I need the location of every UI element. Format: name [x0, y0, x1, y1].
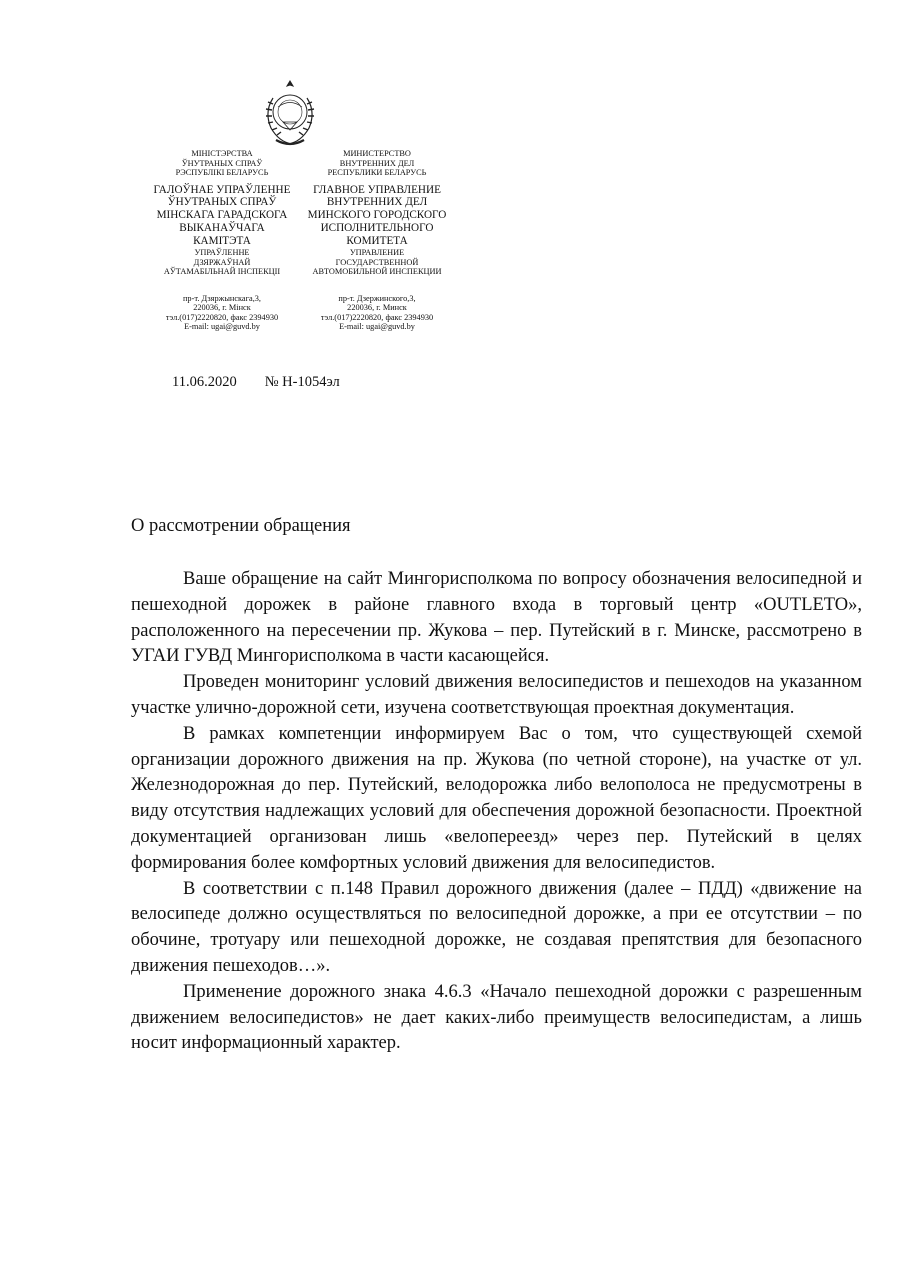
by-department-line: ЎНУТРАНЫХ СПРАЎ [167, 196, 277, 209]
by-contact-line: E-mail: ugai@guvd.by [184, 322, 260, 332]
ru-unit-line: ГОСУДАРСТВЕННОЙ [335, 257, 419, 267]
by-contact-line: тэл.(017)2220820, факс 2394930 [165, 312, 279, 322]
body-paragraph: В рамках компетенции информируем Вас о том, что существующей схемой организации дорожного движения на пр. Жукова (по четной стороне), на участке от ул. Железнодорожная до пер. Путейский, велодорожка либо велополоса не предусмотрены в виду отсутствия надлежащих условий для обеспечения дорожной безопасности. Проектной документацией организован лишь «велопереезд» через пер. Путейский в целях формирования более комфортных условий движения для велосипедистов. [131, 723, 862, 873]
by-unit-line: УПРАЎЛЕННЕ [194, 247, 250, 257]
document-subject: О рассмотрении обращения [131, 516, 351, 536]
ru-unit-line: УПРАВЛЕНИЕ [349, 247, 405, 257]
by-ministry-line: МІНІСТЭРСТВА [191, 149, 253, 158]
ru-ministry-line: РЕСПУБЛИКИ БЕЛАРУСЬ [327, 168, 427, 178]
by-contact-line: пр-т. Дзяржынскага,3, [182, 293, 261, 303]
by-department-line: КАМІТЭТА [193, 235, 251, 248]
body-paragraph: Проведен мониторинг условий движения велосипедистов и пешеходов на указанном участке улично-дорожной сети, изучена соответствующая проектная документация. [131, 672, 862, 718]
by-ministry-line: ЎНУТРАНЫХ СПРАЎ [181, 158, 263, 168]
ru-contact-line: тэл.(017)2220820, факс 2394930 [320, 312, 434, 322]
ru-contact-line: E-mail: ugai@guvd.by [339, 322, 415, 332]
header-ru [292, 149, 462, 332]
ru-department-line: МИНСКОГО ГОРОДСКОГО [307, 209, 447, 222]
ru-contact-line: 220036, г. Минск [347, 303, 407, 313]
by-unit-line: ДЗЯРЖАЎНАЙ [193, 257, 251, 267]
document-number: № Н-1054эл [264, 374, 340, 390]
ru-contact-line: пр-т. Дзержинского,3, [338, 293, 416, 303]
by-department-line: ГАЛОЎНАЕ УПРАЎЛЕННЕ [153, 183, 291, 196]
by-ministry-line: РЭСПУБЛІКІ БЕЛАРУСЬ [175, 168, 269, 178]
body-paragraph: Применение дорожного знака 4.6.3 «Начало пешеходной дорожки с разрешенным движением велосипедистов» не дает каких-либо преимуществ велосипедистам, а лишь носит информационный характер. [131, 981, 862, 1054]
ru-department-line: ИСПОЛНИТЕЛЬНОГО [320, 222, 434, 235]
ru-department-line: ВНУТРЕННИХ ДЕЛ [326, 196, 428, 209]
by-contact-line: 220036, г. Мінск [193, 303, 251, 313]
document-reference [172, 374, 340, 391]
ru-ministry-line: ВНУТРЕННИХ ДЕЛ [339, 158, 415, 168]
by-department-line: МІНСКАГА ГАРАДСКОГА [156, 209, 288, 222]
body-paragraph: Ваше обращение на сайт Мингорисполкома по вопросу обозначения велосипедной и пешеходной дорожек в районе главного входа в торговый центр «OUTLETO», расположенного на пересечении пр. Жукова – пер. Путейский в г. Минске, рассмотрено в УГАИ ГУВД Мингорисполкома в части касающейся. [131, 569, 862, 667]
by-unit-line: АЎТАМАБІЛЬНАЙ ІНСПЕКЦІІ [163, 267, 281, 277]
ru-department-line: ГЛАВНОЕ УПРАВЛЕНИЕ [313, 183, 441, 196]
document-date: 11.06.2020 [172, 374, 237, 390]
ru-department-line: КОМИТЕТА [346, 235, 408, 248]
state-emblem-icon [250, 78, 330, 150]
ru-unit-line: АВТОМОБИЛЬНОЙ ИНСПЕКЦИИ [312, 267, 442, 277]
ru-ministry-line: МИНИСТЕРСТВО [343, 149, 411, 158]
letter-body [131, 567, 862, 1057]
by-department-line: ВЫКАНАЎЧАГА [179, 222, 265, 235]
body-paragraph: В соответствии с п.148 Правил дорожного движения (далее – ПДД) «движение на велосипеде должно осуществляться по велосипедной дорожке, а при ее отсутствии – по обочине, тротуару или пешеходной дорожке, не создавая препятствия для безопасного движения пешеходов…». [131, 878, 862, 976]
